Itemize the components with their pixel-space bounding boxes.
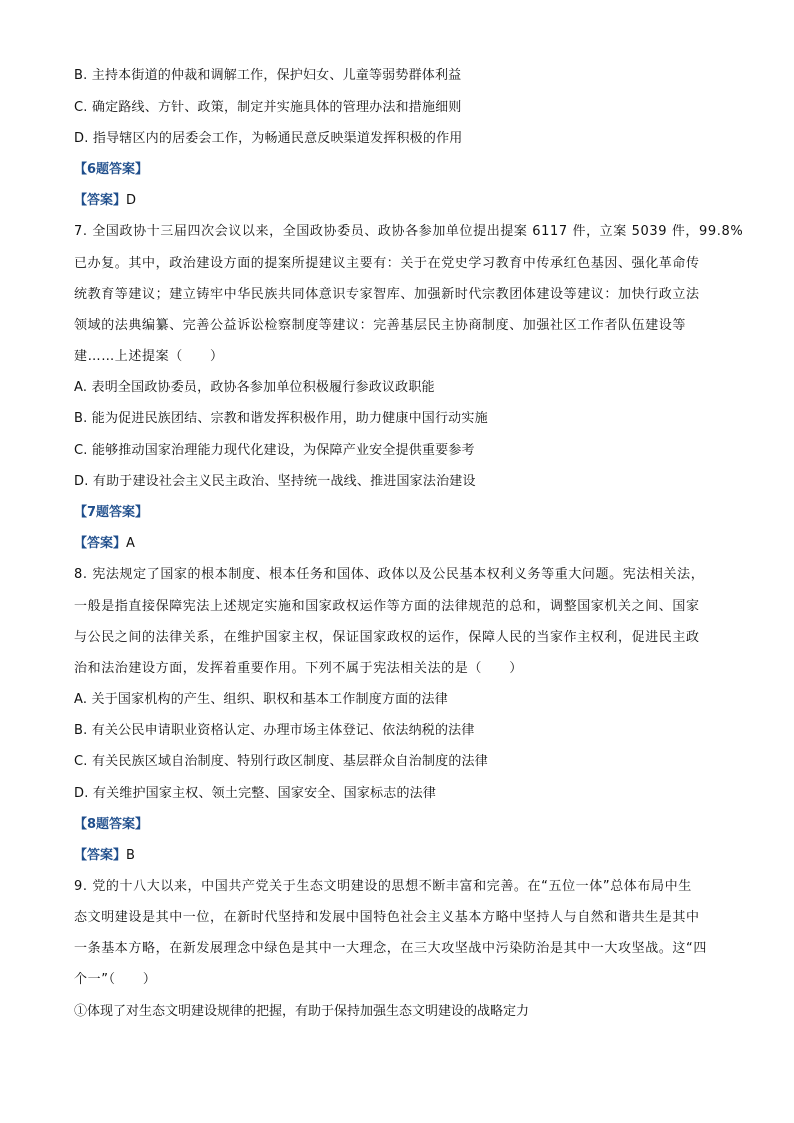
q7-stem-line-1: 7. 全国政协十三届四次会议以来，全国政协委员、政协各参加单位提出提案 6117 件，立案 5039 件，99.8% — [74, 224, 744, 239]
q6-answer-heading: 【6题答案】 — [74, 162, 149, 177]
q8-option-c: C. 有关民族区域自治制度、特别行政区制度、基层群众自治制度的法律 — [74, 754, 488, 769]
q7-answer-value: A — [126, 536, 135, 551]
q8-stem-line-2: 一般是指直接保障宪法上述规定实施和国家政权运作等方面的法律规范的总和，调整国家机关之间、国家 — [74, 599, 700, 614]
q6-answer-label: 【答案】 — [74, 193, 127, 208]
q8-answer-heading: 【8题答案】 — [74, 817, 149, 832]
q6-option-c: C. 确定路线、方针、政策，制定并实施具体的管理办法和措施细则 — [74, 100, 462, 115]
q8-option-a: A. 关于国家机构的产生、组织、职权和基本工作制度方面的法律 — [74, 692, 448, 707]
q6-answer — [74, 191, 136, 211]
q7-option-c: C. 能够推动国家治理能力现代化建设，为保障产业安全提供重要参考 — [74, 443, 475, 458]
q8-answer-label: 【答案】 — [74, 848, 127, 863]
q7-answer-label: 【答案】 — [74, 536, 127, 551]
q8-answer — [74, 846, 135, 866]
q8-option-b: B. 有关公民申请职业资格认定、办理市场主体登记、依法纳税的法律 — [74, 723, 475, 738]
q6-option-b: B. 主持本街道的仲裁和调解工作，保护妇女、儿童等弱势群体利益 — [74, 68, 462, 83]
q8-option-d: D. 有关维护国家主权、领土完整、国家安全、国家标志的法律 — [74, 786, 437, 801]
q7-option-d: D. 有助于建设社会主义民主政治、坚持统一战线、推进国家法治建设 — [74, 474, 476, 489]
q9-stem-line-4: 个一”（ ） — [74, 972, 157, 987]
q7-answer-heading: 【7题答案】 — [74, 505, 149, 520]
q8-answer-value: B — [126, 848, 135, 863]
q9-stem-line-2: 态文明建设是其中一位，在新时代坚持和发展中国特色社会主义基本方略中坚持人与自然和谐共生是其中 — [74, 910, 700, 925]
q7-option-a: A. 表明全国政协委员，政协各参加单位积极履行参政议政职能 — [74, 380, 435, 395]
q9-stem-line-1: 9. 党的十八大以来，中国共产党关于生态文明建设的思想不断丰富和完善。在“五位一体”总体布局中生 — [74, 879, 692, 894]
q7-stem-line-4: 领域的法典编纂、完善公益诉讼检察制度等建议：完善基层民主协商制度、加强社区工作者队伍建设等 — [74, 318, 687, 333]
q7-answer — [74, 534, 135, 554]
q8-stem-line-4: 治和法治建设方面，发挥着重要作用。下列不属于宪法相关法的是（ ） — [74, 661, 523, 676]
q7-stem-line-3: 统教育等建议；建立铸牢中华民族共同体意识专家智库、加强新时代宗教团体建设等建议：加快行政立法 — [74, 287, 700, 302]
q9-stem-line-3: 一条基本方略，在新发展理念中绿色是其中一大理念，在三大攻坚战中污染防治是其中一大攻坚战。这“四 — [74, 941, 707, 956]
q6-option-d: D. 指导辖区内的居委会工作，为畅通民意反映渠道发挥积极的作用 — [74, 131, 463, 146]
q7-stem-line-2: 已办复。其中，政治建设方面的提案所提建议主要有：关于在党史学习教育中传承红色基因、强化革命传 — [74, 256, 700, 271]
q7-stem-line-5: 建……上述提案（ ） — [74, 349, 224, 364]
q8-stem-line-1: 8. 宪法规定了国家的根本制度、根本任务和国体、政体以及公民基本权利义务等重大问题。宪法相关法， — [74, 567, 705, 582]
q6-answer-value: D — [126, 193, 137, 208]
q8-stem-line-3: 与公民之间的法律关系，在维护国家主权，保证国家政权的运作，保障人民的当家作主权利，促进民主政 — [74, 630, 700, 645]
q9-statement-1: ①体现了对生态文明建设规律的把握，有助于保持加强生态文明建设的战略定力 — [74, 1004, 530, 1019]
q7-option-b: B. 能为促进民族团结、宗教和谐发挥积极作用，助力健康中国行动实施 — [74, 411, 488, 426]
